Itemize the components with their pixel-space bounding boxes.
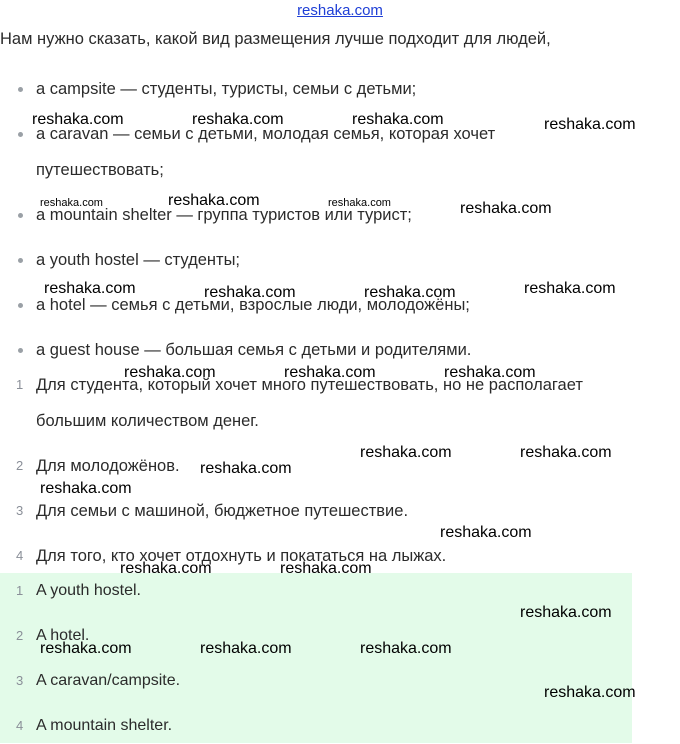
watermark: reshaka.com xyxy=(444,364,536,381)
watermark: reshaka.com xyxy=(192,111,284,128)
list-item-text: a guest house — большая семья с детьми и родителями. xyxy=(36,341,472,359)
watermark: reshaka.com xyxy=(520,444,612,461)
answer-text: A caravan/campsite. xyxy=(36,672,181,689)
list-item-text: путешествовать; xyxy=(36,161,164,179)
watermark: reshaka.com xyxy=(352,111,444,128)
watermark: reshaka.com xyxy=(120,560,212,577)
watermark: reshaka.com xyxy=(328,197,391,209)
intro-text: Нам нужно сказать, какой вид размещения лучше подходит для людей, xyxy=(0,30,551,48)
question-number: 2 xyxy=(16,458,24,473)
list-item-text: a caravan — семьи с детьми, молодая семья, которая хочет xyxy=(36,125,496,143)
question-item xyxy=(16,493,656,529)
question-text: Для семьи с машиной, бюджетное путешествие. xyxy=(36,502,409,520)
answer-number: 4 xyxy=(16,718,24,733)
watermark: reshaka.com xyxy=(460,200,552,217)
watermark: reshaka.com xyxy=(524,280,616,297)
question-number: 3 xyxy=(16,503,24,518)
watermark: reshaka.com xyxy=(168,192,260,209)
watermark: reshaka.com xyxy=(364,284,456,301)
watermark: reshaka.com xyxy=(200,640,292,657)
site-header-link[interactable]: reshaka.com xyxy=(297,2,383,19)
watermark: reshaka.com xyxy=(40,480,132,497)
answer-number: 3 xyxy=(16,673,24,688)
answers-panel xyxy=(0,573,632,743)
bullet-icon xyxy=(18,348,23,353)
answer-text: A youth hostel. xyxy=(36,582,141,599)
question-text: большим количеством денег. xyxy=(36,412,259,430)
bullet-icon xyxy=(18,87,23,92)
watermark: reshaka.com xyxy=(544,116,636,133)
watermark: reshaka.com xyxy=(40,640,132,657)
question-item-continuation xyxy=(36,403,656,439)
answer-text: A hotel. xyxy=(36,627,90,644)
watermark: reshaka.com xyxy=(44,280,136,297)
watermark: reshaka.com xyxy=(204,284,296,301)
watermark: reshaka.com xyxy=(360,640,452,657)
watermark: reshaka.com xyxy=(280,560,372,577)
watermark: reshaka.com xyxy=(284,364,376,381)
answer-number: 1 xyxy=(16,583,24,598)
bullet-icon xyxy=(18,303,23,308)
list-item-text: a campsite — студенты, туристы, семьи с детьми; xyxy=(36,80,417,98)
list-item-text: a mountain shelter — группа туристов или турист; xyxy=(36,206,412,224)
watermark: reshaka.com xyxy=(124,364,216,381)
answer-item xyxy=(16,663,181,699)
answer-text: A mountain shelter. xyxy=(36,717,173,734)
answer-item xyxy=(16,573,141,609)
list-item xyxy=(36,242,656,278)
question-text: Для того, кто хочет отдохнуть и покататься на лыжах. xyxy=(36,547,447,565)
question-number: 4 xyxy=(16,548,24,563)
watermark: reshaka.com xyxy=(200,460,292,477)
list-item xyxy=(36,332,656,368)
answer-number: 2 xyxy=(16,628,24,643)
watermark: reshaka.com xyxy=(32,111,124,128)
list-item xyxy=(36,71,656,107)
bullet-icon xyxy=(18,213,23,218)
bullet-icon xyxy=(18,132,23,137)
watermark: reshaka.com xyxy=(360,444,452,461)
question-number: 1 xyxy=(16,377,24,392)
watermark: reshaka.com xyxy=(520,604,612,621)
watermark: reshaka.com xyxy=(40,197,103,209)
list-item-continuation xyxy=(36,152,656,188)
list-item-text: a hotel — семья с детьми, взрослые люди, молодожёны; xyxy=(36,296,470,314)
question-text: Для студента, который хочет много путешествовать, но не располагает xyxy=(36,376,583,394)
answer-item xyxy=(16,708,173,744)
bullet-icon xyxy=(18,258,23,263)
watermark: reshaka.com xyxy=(544,684,636,701)
question-text: Для молодожёнов. xyxy=(36,457,180,475)
watermark: reshaka.com xyxy=(440,524,532,541)
list-item-text: a youth hostel — студенты; xyxy=(36,251,241,269)
